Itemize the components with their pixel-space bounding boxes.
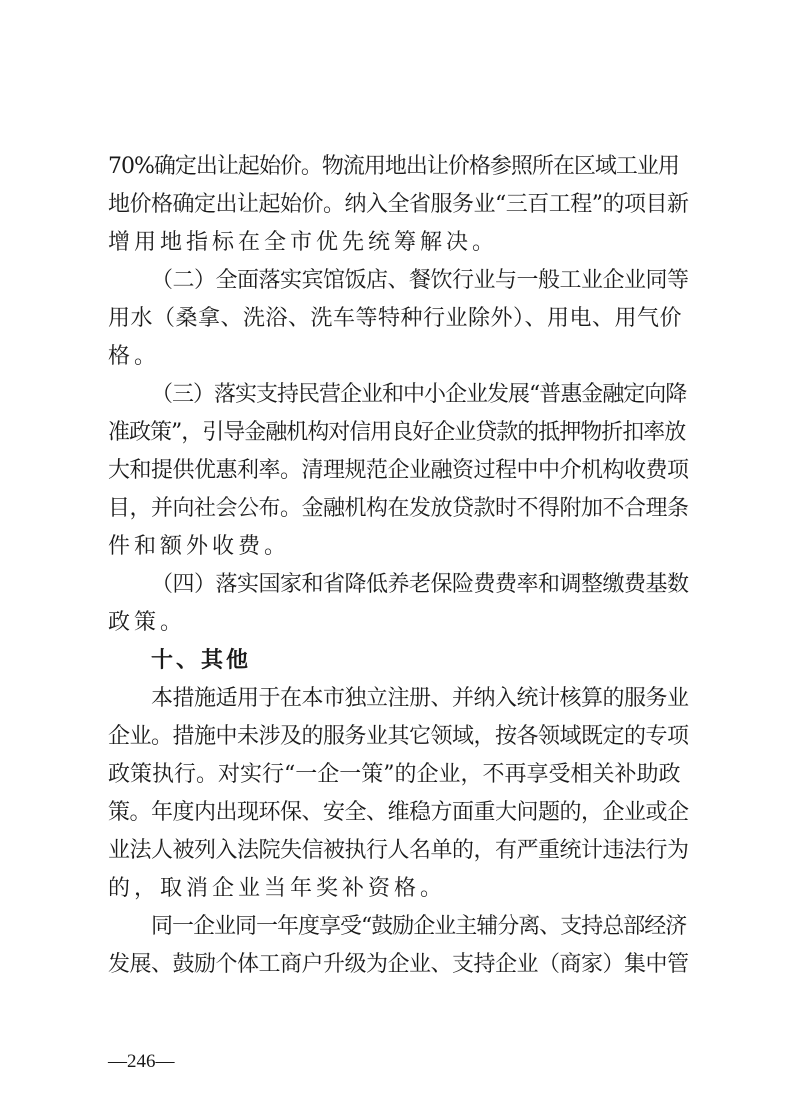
- text-line: 大和提供优惠利率。清理规范企业融资过程中中介机构收费项: [108, 458, 689, 483]
- paragraph-start-line: 同一企业同一年度享受“鼓励企业主辅分离、支持总部经济: [151, 914, 687, 939]
- text-line: 的，取消企业当年奖补资格。: [108, 876, 447, 901]
- paragraph-start-line: （二）全面落实宾馆饭店、餐饮行业与一般工业企业同等: [151, 268, 689, 293]
- text-line: 策。年度内出现环保、安全、维稳方面重大问题的，企业或企: [108, 800, 689, 825]
- text-line: 准政策”，引导金融机构对信用良好企业贷款的抵押物折扣率放: [108, 420, 686, 445]
- paragraph-start-line: （四）落实国家和省降低养老保险费费率和调整缴费基数: [151, 572, 689, 597]
- text-line: 发展、鼓励个体工商户升级为企业、支持企业（商家）集中管: [108, 952, 689, 977]
- text-line: 用水（桑拿、洗浴、洗车等特种行业除外）、用电、用气价: [108, 306, 683, 331]
- page-number: —246—: [108, 1051, 175, 1072]
- text-line: 格。: [108, 344, 161, 369]
- section-heading: 十、其他: [151, 648, 252, 673]
- text-line: 地价格确定出让起始价。纳入全省服务业“三百工程”的项目新: [108, 192, 689, 217]
- text-line: 业法人被列入法院失信被执行人名单的，有严重统计违法行为: [108, 838, 689, 863]
- text-line: 企业。措施中未涉及的服务业其它领域，按各领域既定的专项: [108, 724, 689, 749]
- text-line: 增用地指标在全市优先统筹解决。: [108, 230, 499, 255]
- text-line: 目，并向社会公布。金融机构在发放贷款时不得附加不合理条: [108, 496, 689, 521]
- text-line: 70%确定出让起始价。物流用地出让价格参照所在区域工业用: [108, 154, 679, 179]
- paragraph-start-line: （三）落实支持民营企业和中小企业发展“普惠金融定向降: [151, 382, 687, 407]
- text-line: 政策。: [108, 610, 187, 635]
- text-line: 政策执行。对实行“一企一策”的企业，不再享受相关补助政: [108, 762, 681, 787]
- text-line: 件和额外收费。: [108, 534, 291, 559]
- paragraph-start-line: 本措施适用于在本市独立注册、并纳入统计核算的服务业: [151, 686, 689, 711]
